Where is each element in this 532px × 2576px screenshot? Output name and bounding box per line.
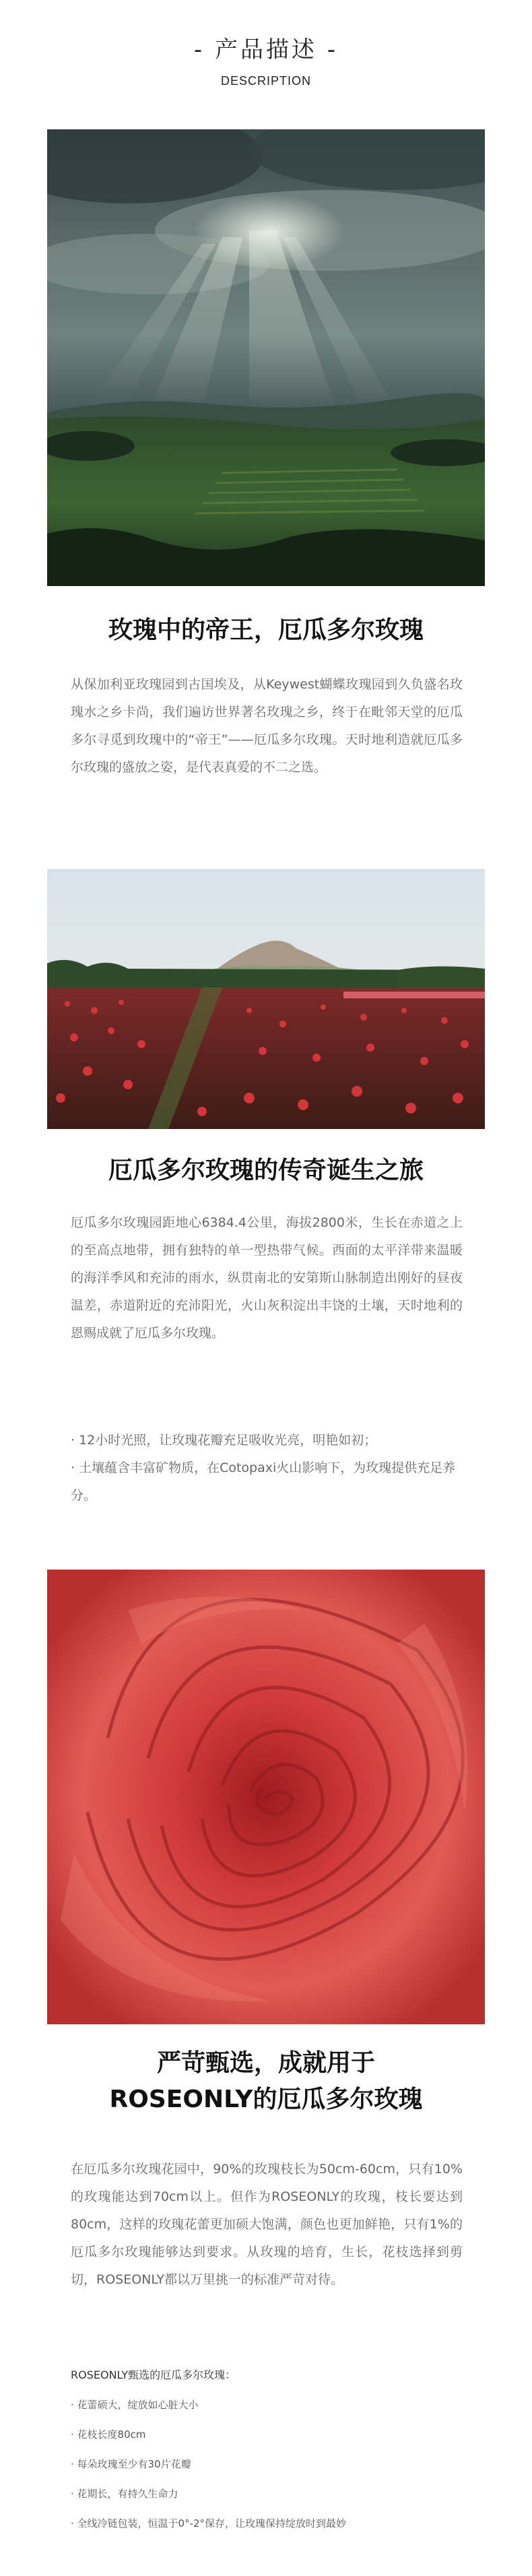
header-subtitle: DESCRIPTION bbox=[220, 74, 311, 88]
landscape-sunrays-image bbox=[47, 129, 485, 586]
section1-title: 玫瑰中的帝王，厄瓜多尔玫瑰 bbox=[108, 616, 424, 644]
section1-paragraph: 从保加利亚玫瑰园到古国埃及，从Keywest蝴蝶玫瑰园到久负盛名玫瑰水之乡卡尚，我们遍访世界著名玫瑰之乡，终于在毗邻天堂的厄瓜多尔寻觅到玫瑰中的“帝王”——厄瓜多尔玫瑰。天时地利造就厄瓜多尔玫瑰的盛放之姿，是代表真爱的不二之选。 bbox=[71, 677, 463, 775]
section-header bbox=[0, 35, 532, 88]
section2-title: 厄瓜多尔玫瑰的传奇诞生之旅 bbox=[108, 1157, 424, 1184]
section3-title-line2: ROSEONLY的厄瓜多尔玫瑰 bbox=[109, 2086, 423, 2113]
list-item: · 土壤蕴含丰富矿物质，在Cotopaxi火山影响下，为玫瑰提供充足养分。 bbox=[71, 1460, 456, 1503]
header-title: - 产品描述 - bbox=[193, 36, 339, 63]
rose-field-image bbox=[47, 869, 485, 1129]
list-item: · 花期长，有持久生命力 bbox=[71, 2488, 178, 2500]
list-item: · 花蕾硕大，绽放如心脏大小 bbox=[71, 2399, 199, 2411]
list-item: · 全线冷链包装，恒温于0°-2°保存，让玫瑰保持绽放时到最妙 bbox=[71, 2517, 347, 2530]
section3-title-line1: 严苛甄选，成就用于 bbox=[156, 2049, 375, 2077]
list-item: · 12小时光照，让玫瑰花瓣充足吸收光亮，明艳如初； bbox=[71, 1433, 377, 1448]
list-item: · 每朵玫瑰至少有30片花瓣 bbox=[71, 2458, 191, 2470]
list-lead: ROSEONLY甄选的厄瓜多尔玫瑰： bbox=[71, 2369, 236, 2381]
section3-selection-list bbox=[71, 2360, 468, 2538]
section2-paragraph: 厄瓜多尔玫瑰园距地心6384.4公里，海拔2800米，生长在赤道之上的至高点地带，拥有独特的单一型热带气候。西面的太平洋带来温暖的海洋季风和充沛的雨水，纵贯南北的安第斯山脉制造出刚好的昼夜温差，赤道附近的充沛阳光，火山灰积淀出丰饶的土壤，天时地利的恩赐成就了厄瓜多尔玫瑰。 bbox=[71, 1215, 463, 1341]
section2-bullet-list bbox=[71, 1427, 468, 1510]
section3-title bbox=[0, 2045, 532, 2118]
list-item: · 花枝长度80cm bbox=[71, 2428, 146, 2441]
red-rose-closeup-image bbox=[47, 1570, 485, 2024]
section3-paragraph: 在厄瓜多尔玫瑰花园中，90%的玫瑰枝长为50cm-60cm，只有10%的玫瑰能达到70cm以上。但作为ROSEONLY的玫瑰，枝长要达到80cm，这样的玫瑰花蕾更加硕大饱满，颜色也更加鲜艳，只有1%的厄瓜多尔玫瑰能够达到要求。从玫瑰的培育，生长，花枝选择到剪切，ROSEONLY都以万里挑一的标准严苛对待。 bbox=[71, 2162, 463, 2287]
